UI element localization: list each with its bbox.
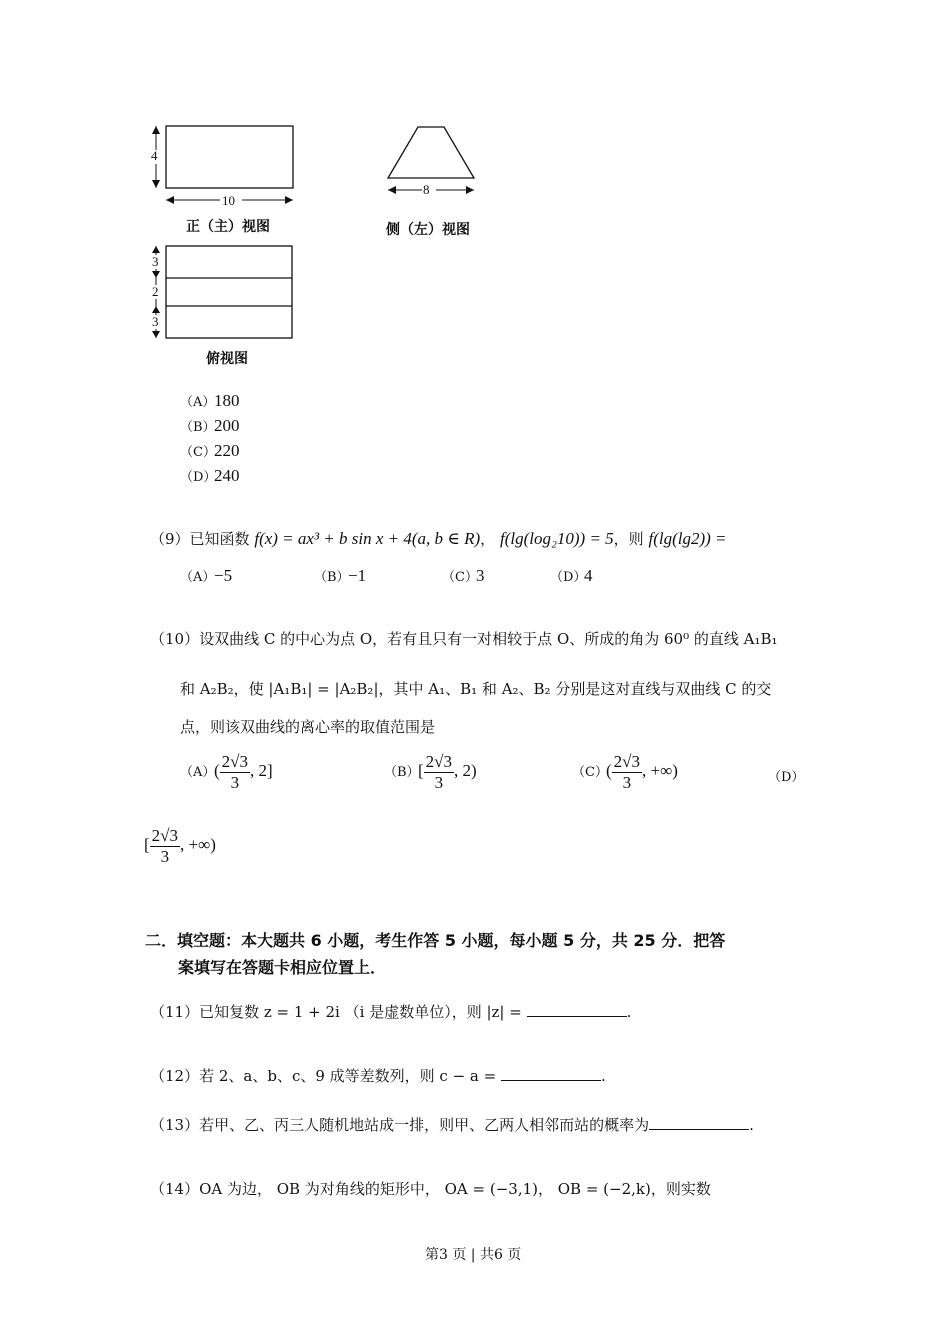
q10-option-a-open: ( [214,761,220,781]
q10-option-c-close: , +∞) [642,761,678,781]
q9-function: f(x) = ax³ + b sin x + 4(a, b ∈ R) [254,529,481,548]
top-view-label-1: 3 [152,254,159,269]
top-view-label-3: 3 [152,314,159,329]
q13-number: （13） [150,1116,200,1134]
q9-option-d-label: （D） [550,570,587,585]
q13 [150,1114,754,1135]
q10-option-a-frac-den: 3 [230,772,240,792]
q10-line-3 [180,716,435,737]
q10-option-d-frac-num: 2√3 [151,826,179,845]
q9-option-a-value: −5 [214,566,233,585]
section-2-heading-line-1: 二．填空题：本大题共 6 小题，考生作答 5 小题，每小题 5 分，共 25 分．把答 [145,931,726,950]
q9-option-b-value: −1 [348,566,367,585]
q8-option-b-value: 200 [214,416,240,435]
q10-option-c [572,752,678,792]
q8-option-b-label: （B） [180,420,216,435]
q8-option-a-label: （A） [180,395,216,410]
q12-text: 若 2、a、b、c、9 成等差数列，则 c − a = [199,1067,497,1085]
q9-number: （9） [150,530,190,548]
q10-option-b-close: , 2) [454,761,477,781]
q10-text-3: 点，则该双曲线的离心率的取值范围是 [180,718,436,736]
q10-option-b [384,752,477,792]
q8-option-a [180,391,240,411]
q10-option-c-label: （C） [572,765,608,781]
q9-option-c-value: 3 [476,566,485,585]
q10-option-d-open: [ [144,835,150,855]
q8-option-c-value: 220 [214,441,240,460]
q9-option-c-label: （C） [442,570,478,585]
top-view-caption: 俯视图 [206,351,248,367]
q10-option-a-fraction [220,752,250,792]
q13-answer-blank [649,1115,749,1130]
q8-option-b [180,416,240,436]
q10-option-d-fraction [150,826,180,866]
q10-option-a [180,752,273,792]
side-view-caption: 侧（左）视图 [386,222,470,238]
q10-option-c-frac-num: 2√3 [613,752,641,771]
q10-number: （10） [150,630,200,648]
q10-option-b-frac-num: 2√3 [425,752,453,771]
q10-option-c-open: ( [606,761,612,781]
q10-line-1 [150,628,778,649]
q11-number: （11） [150,1003,200,1021]
q12-number: （12） [150,1067,200,1085]
q14-number: （14） [150,1180,200,1198]
q10-option-c-fraction [612,752,642,792]
q10-option-b-label: （B） [384,765,420,781]
q9-then: ，则 [613,530,644,548]
q8-option-d-label: （D） [180,470,217,485]
q9-option-a [180,566,232,586]
q10-line-2 [180,678,771,699]
q11 [150,1001,631,1022]
page-footer: 第3 页 | 共6 页 [425,1247,522,1263]
q8-option-d [180,466,240,486]
front-view-caption: 正（主）视图 [186,219,270,235]
front-view-width-label: 10 [222,193,235,208]
section-2-heading-line-2: 案填写在答题卡相应位置上． [178,958,387,977]
q10-option-b-fraction [424,752,454,792]
q10-option-d-frac-den: 3 [160,846,170,866]
q10-option-b-frac-den: 3 [434,772,444,792]
q9-option-d-value: 4 [584,566,593,585]
q10-option-d-close: , +∞) [180,835,216,855]
q10-option-b-open: [ [418,761,424,781]
q9-condition: f(lg(log₂10)) = 5 [499,529,614,548]
q9-option-b [314,566,366,586]
top-view-figure [148,242,298,344]
q12-answer-blank [501,1066,601,1081]
q14 [150,1178,711,1199]
q14-text: OA 为边， OB 为对角线的矩形中， OA = (−3,1)， OB = (−2,k)，则实数 [199,1180,711,1198]
q12 [150,1065,606,1086]
q9-ask: f(lg(lg2)) = [648,529,727,548]
top-view-label-2: 2 [152,284,159,299]
q10-option-d-label: （D） [768,770,805,785]
side-view-width-label: 8 [423,182,430,197]
q8-option-a-value: 180 [214,391,240,410]
q9-intro: 已知函数 [189,530,250,548]
q10-text-1: 设双曲线 C 的中心为点 O，若有且只有一对相较于点 O、所成的角为 60⁰ 的直线 A₁B₁ [199,630,778,648]
q13-end: . [749,1116,754,1134]
q13-text: 若甲、乙、丙三人随机地站成一排，则甲、乙两人相邻而站的概率为 [199,1116,650,1134]
q9-option-c [442,566,485,586]
q8-option-c-label: （C） [180,445,216,460]
q9-stem [150,528,727,549]
side-view-figure [382,122,482,202]
q10-option-a-frac-num: 2√3 [221,752,249,771]
q8-option-d-value: 240 [214,466,240,485]
q11-answer-blank [527,1002,627,1017]
q10-option-d-label-wrap [768,766,805,785]
q9-option-a-label: （A） [180,570,216,585]
q10-option-d [144,826,216,866]
q10-text-2: 和 A₂B₂，使 |A₁B₁| = |A₂B₂|，其中 A₁、B₁ 和 A₂、B₂ 分别是这对直线与双曲线 C 的交 [180,680,772,698]
q8-option-c [180,441,240,461]
q12-end: . [601,1067,606,1085]
q9-option-b-label: （B） [314,570,350,585]
front-view-height-label: 4 [151,148,158,163]
q10-option-c-frac-den: 3 [622,772,632,792]
q11-end: . [626,1003,632,1021]
q9-option-d [550,566,593,586]
q10-option-a-label: （A） [180,765,216,781]
q9-sep: ， [480,530,496,548]
q10-option-a-close: , 2] [250,761,273,781]
q11-text: 已知复数 z = 1 + 2i （i 是虚数单位），则 |z| = [199,1003,522,1021]
